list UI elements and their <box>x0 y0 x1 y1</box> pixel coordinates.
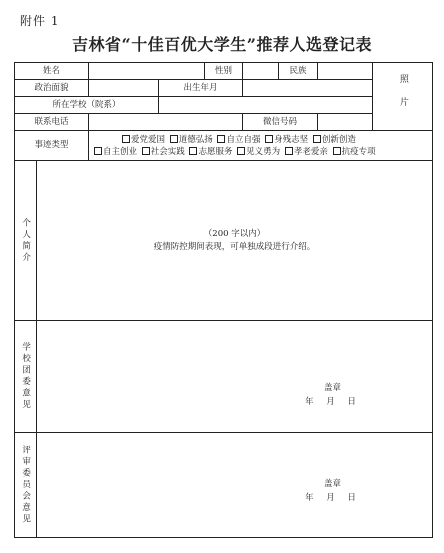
checkbox-icon <box>142 147 150 155</box>
type-option[interactable]: 创新创造 <box>311 135 356 145</box>
checkbox-icon <box>170 135 178 143</box>
birth-field[interactable] <box>243 80 373 97</box>
name-label: 姓名 <box>15 63 89 80</box>
type-options <box>89 131 433 161</box>
review-opinion-label-cell <box>15 433 37 538</box>
phone-field[interactable] <box>89 114 243 131</box>
type-option[interactable]: 身残志坚 <box>263 135 308 145</box>
intro-field[interactable] <box>37 161 433 321</box>
review-opinion-field[interactable] <box>37 433 433 538</box>
type-label: 事迹类型 <box>15 131 89 161</box>
page-title: 吉林省“十佳百优大学生”推荐人选登记表 <box>72 35 372 54</box>
school-opinion-label: 学校团委意见 <box>20 342 31 411</box>
type-option[interactable]: 道德弘扬 <box>168 135 213 145</box>
wechat-label: 微信号码 <box>243 114 318 131</box>
intro-label-cell <box>15 161 37 321</box>
photo-label: 照片 <box>397 73 408 120</box>
school-label: 所在学校（院系） <box>15 97 159 114</box>
date-label: 年 月 日 <box>305 493 356 503</box>
checkbox-icon <box>285 147 293 155</box>
intro-hint-epidemic: 疫情防控期间表现，可单独成段进行介绍。 <box>153 241 316 252</box>
checkbox-icon <box>265 135 273 143</box>
school-field[interactable] <box>159 97 373 114</box>
checkbox-icon <box>237 147 245 155</box>
gender-field[interactable] <box>243 63 279 80</box>
checkbox-icon <box>333 147 341 155</box>
checkbox-icon <box>94 147 102 155</box>
registration-form <box>14 62 433 538</box>
attachment-label: 附件 1 <box>20 14 60 28</box>
checkbox-icon <box>313 135 321 143</box>
type-option[interactable]: 孝老爱亲 <box>283 147 328 157</box>
school-opinion-field[interactable] <box>37 321 433 433</box>
checkbox-icon <box>122 135 130 143</box>
gender-label: 性别 <box>205 63 243 80</box>
type-option[interactable]: 爱党爱国 <box>120 135 165 145</box>
phone-label: 联系电话 <box>15 114 89 131</box>
name-field[interactable] <box>89 63 205 80</box>
type-option[interactable]: 自主创业 <box>92 147 137 157</box>
type-option[interactable]: 志愿服务 <box>187 147 232 157</box>
ethnicity-label: 民族 <box>279 63 318 80</box>
type-option[interactable]: 抗疫专项 <box>331 147 376 157</box>
intro-label: 个人简介 <box>20 217 31 264</box>
type-row-1 <box>92 134 432 146</box>
type-option[interactable]: 自立自强 <box>215 135 260 145</box>
political-label: 政治面貌 <box>15 80 89 97</box>
school-opinion-label-cell <box>15 321 37 433</box>
political-field[interactable] <box>89 80 159 97</box>
checkbox-icon <box>217 135 225 143</box>
birth-label: 出生年月 <box>159 80 243 97</box>
checkbox-icon <box>189 147 197 155</box>
date-label: 年 月 日 <box>305 397 356 407</box>
wechat-field[interactable] <box>318 114 373 131</box>
seal-label: 盖章 <box>324 479 342 489</box>
type-option[interactable]: 社会实践 <box>140 147 185 157</box>
review-opinion-label: 评审委员会意见 <box>20 444 31 526</box>
ethnicity-field[interactable] <box>318 63 373 80</box>
intro-hint-length: （200 字以内） <box>203 228 266 239</box>
type-option[interactable]: 见义勇为 <box>235 147 280 157</box>
type-row-2 <box>92 146 432 158</box>
seal-label: 盖章 <box>324 383 342 393</box>
photo-area[interactable] <box>373 63 433 131</box>
